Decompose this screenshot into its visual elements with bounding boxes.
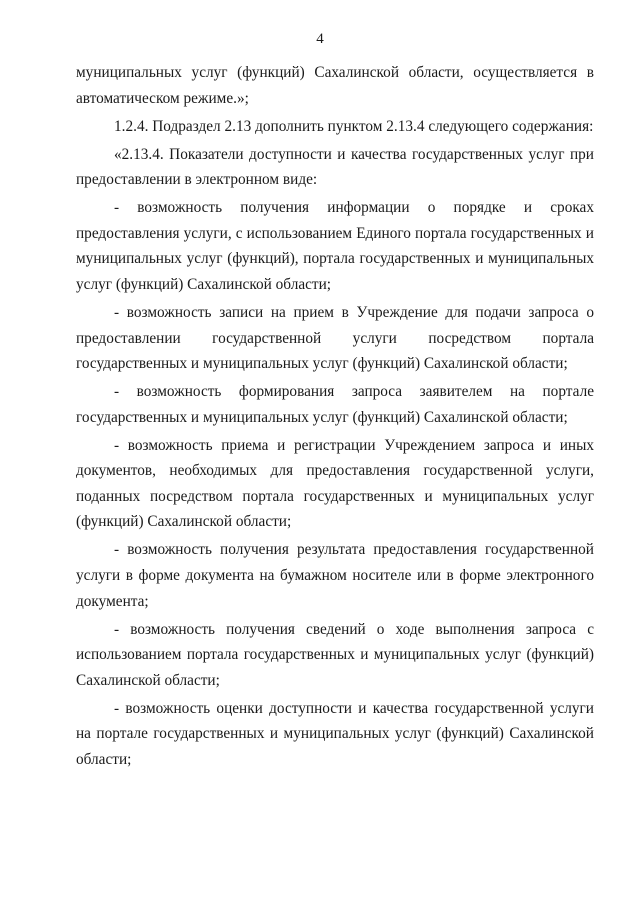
list-item-registration: - возможность приема и регистрации Учреждением запроса и иных документов, необходимых для предоставления государственной услуги, поданных посредством портала государственных и муниципальных услуг (функций) Сахалинской области; — [76, 436, 594, 531]
paragraph-clause-2-13-4: «2.13.4. Показатели доступности и качества государственных услуг при предоставлении в электронном виде: — [76, 145, 594, 189]
list-item-info-access: - возможность получения информации о порядке и сроках предоставления услуги, с использованием Единого портала государственных и муниципальных услуг (функций), портала государственных и муниципальных услуг (функций) Сахалинской области; — [76, 199, 594, 293]
paragraph-continuation: муниципальных услуг (функций) Сахалинской области, осуществляется в автоматическом режиме.»; — [76, 64, 594, 107]
page-number: 4 — [316, 31, 324, 47]
list-item-result: - возможность получения результата предоставления государственной услуги в форме документа на бумажном носителе или в форме электронного документа; — [76, 541, 594, 610]
document-body — [76, 60, 594, 775]
list-item-status: - возможность получения сведений о ходе выполнения запроса с использованием портала государственных и муниципальных услуг (функций) Сахалинской области; — [76, 620, 594, 689]
paragraph-amendment-1-2-4: 1.2.4. Подраздел 2.13 дополнить пунктом 2.13.4 следующего содержания: — [114, 117, 594, 135]
list-item-quality-rating: - возможность оценки доступности и качества государственной услуги на портале государственных и муниципальных услуг (функций) Сахалинской области; — [76, 699, 594, 768]
list-item-appointment: - возможность записи на прием в Учреждение для подачи запроса о предоставлении государственной услуги посредством портала государственных и муниципальных услуг (функций) Сахалинской области; — [76, 303, 594, 373]
list-item-request-forming: - возможность формирования запроса заявителем на портале государственных и муниципальных услуг (функций) Сахалинской области; — [76, 383, 594, 426]
